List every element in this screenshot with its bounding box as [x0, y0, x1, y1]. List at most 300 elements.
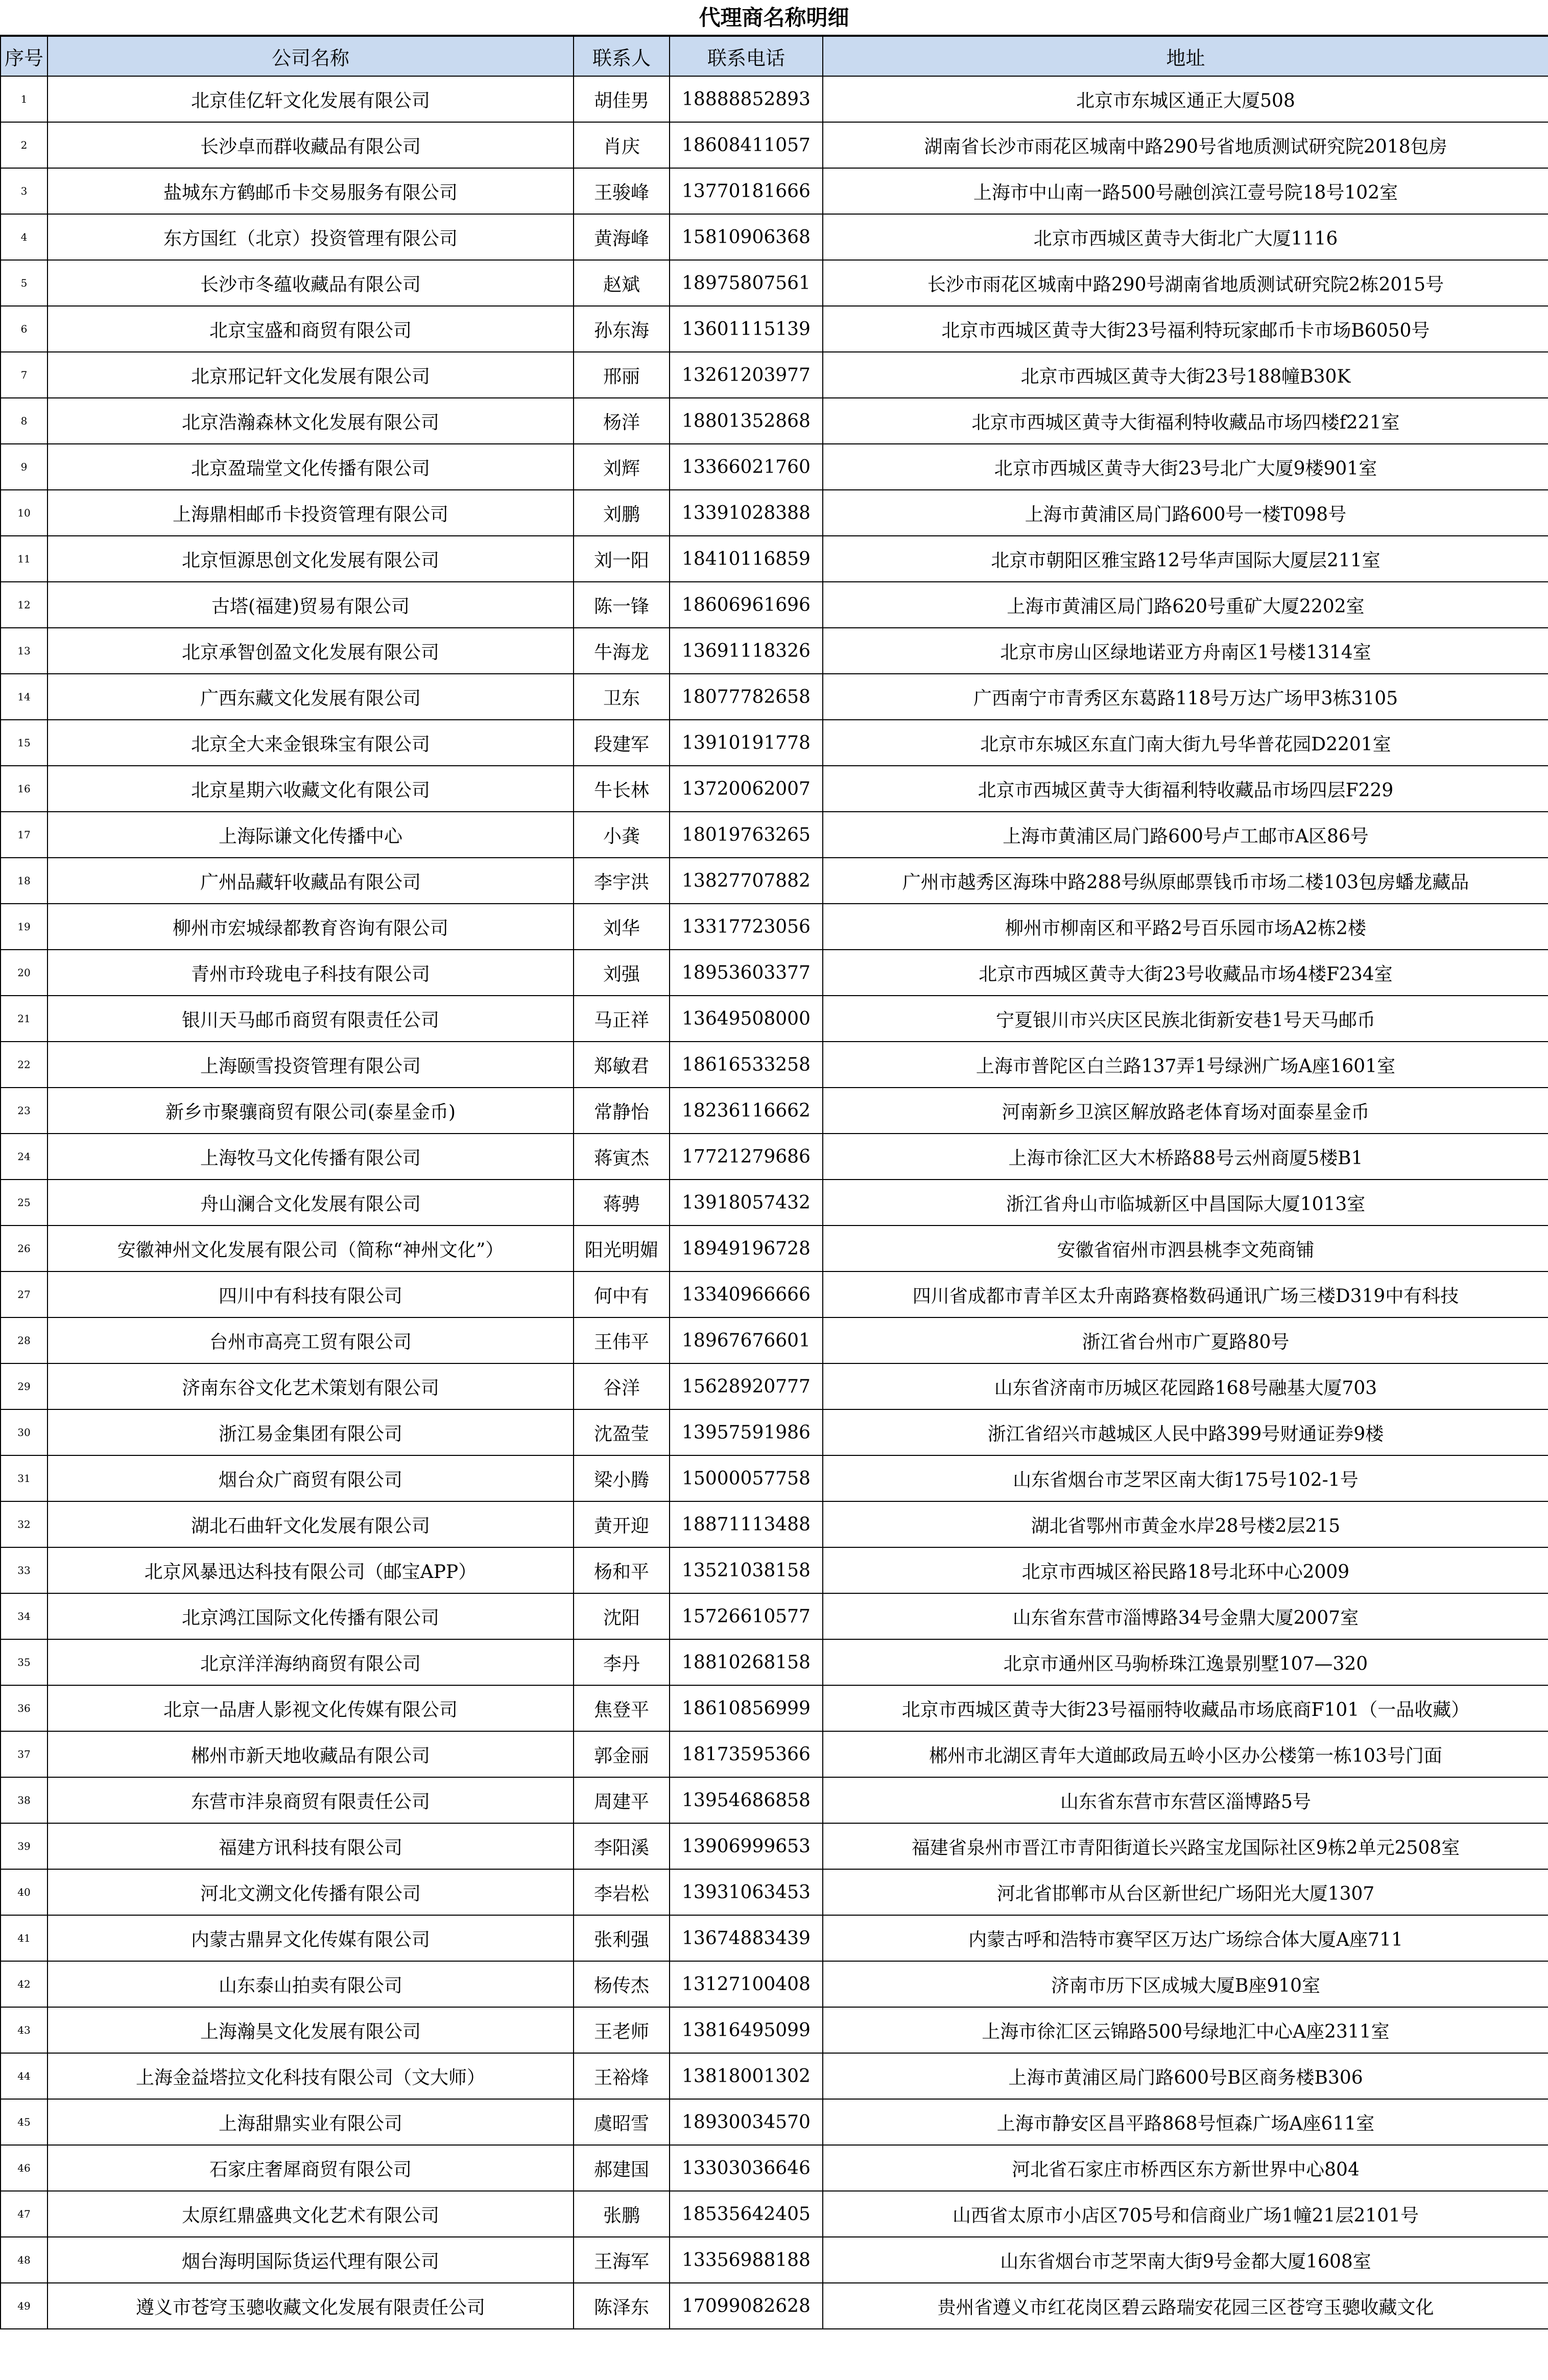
address-cell[interactable]: 北京市朝阳区雅宝路12号华声国际大厦层211室 — [823, 536, 1548, 582]
seq-cell[interactable]: 4 — [1, 214, 47, 260]
phone-cell[interactable]: 18975807561 — [670, 260, 823, 306]
company-cell[interactable]: 烟台众广商贸有限公司 — [47, 1455, 574, 1501]
contact-cell[interactable]: 刘鹏 — [574, 490, 670, 536]
table-row — [1, 1869, 1548, 1915]
seq-cell[interactable]: 16 — [1, 766, 47, 812]
address-cell[interactable]: 济南市历下区成城大厦B座910室 — [823, 1961, 1548, 2007]
company-cell[interactable]: 银川天马邮币商贸有限责任公司 — [47, 996, 574, 1042]
company-cell[interactable]: 河北文溯文化传播有限公司 — [47, 1869, 574, 1915]
phone-cell[interactable]: 18173595366 — [670, 1731, 823, 1777]
phone-cell[interactable]: 18616533258 — [670, 1042, 823, 1088]
contact-cell[interactable]: 沈盈莹 — [574, 1409, 670, 1455]
seq-cell[interactable]: 36 — [1, 1685, 47, 1731]
address-cell[interactable]: 上海市黄浦区局门路620号重矿大厦2202室 — [823, 582, 1548, 628]
contact-cell[interactable]: 王骏峰 — [574, 168, 670, 214]
table-row — [1, 1731, 1548, 1777]
phone-cell[interactable]: 13770181666 — [670, 168, 823, 214]
address-cell[interactable]: 上海市中山南一路500号融创滨江壹号院18号102室 — [823, 168, 1548, 214]
table-row — [1, 1180, 1548, 1226]
phone-cell[interactable]: 13691118326 — [670, 628, 823, 674]
company-cell[interactable]: 北京宝盛和商贸有限公司 — [47, 306, 574, 352]
address-cell[interactable]: 山东省济南市历城区花园路168号融基大厦703 — [823, 1363, 1548, 1409]
company-cell[interactable]: 福建方讯科技有限公司 — [47, 1823, 574, 1869]
company-cell[interactable]: 北京承智创盈文化发展有限公司 — [47, 628, 574, 674]
seq-cell[interactable]: 27 — [1, 1271, 47, 1317]
table-row — [1, 214, 1548, 260]
address-cell[interactable]: 上海市普陀区白兰路137弄1号绿洲广场A座1601室 — [823, 1042, 1548, 1088]
seq-cell[interactable]: 20 — [1, 950, 47, 996]
seq-cell[interactable]: 19 — [1, 904, 47, 950]
header-address: 地址 — [823, 36, 1548, 76]
address-cell[interactable]: 河北省石家庄市桥西区东方新世界中心804 — [823, 2145, 1548, 2191]
company-cell[interactable]: 青州市玲珑电子科技有限公司 — [47, 950, 574, 996]
company-cell[interactable]: 台州市高亮工贸有限公司 — [47, 1317, 574, 1363]
sheet-title: 代理商名称明细 — [0, 0, 1548, 36]
address-cell[interactable]: 河北省邯郸市从台区新世纪广场阳光大厦1307 — [823, 1869, 1548, 1915]
company-cell[interactable]: 舟山澜合文化发展有限公司 — [47, 1180, 574, 1226]
phone-cell[interactable]: 18930034570 — [670, 2099, 823, 2145]
table-row — [1, 490, 1548, 536]
company-cell[interactable]: 东方国红（北京）投资管理有限公司 — [47, 214, 574, 260]
contact-cell[interactable]: 李丹 — [574, 1639, 670, 1685]
address-cell[interactable]: 北京市东城区通正大厦508 — [823, 76, 1548, 122]
contact-cell[interactable]: 李岩松 — [574, 1869, 670, 1915]
company-cell[interactable]: 北京恒源思创文化发展有限公司 — [47, 536, 574, 582]
seq-cell[interactable]: 7 — [1, 352, 47, 398]
contact-cell[interactable]: 黄海峰 — [574, 214, 670, 260]
address-cell[interactable]: 北京市西城区裕民路18号北环中心2009 — [823, 1547, 1548, 1593]
contact-cell[interactable]: 蒋骋 — [574, 1180, 670, 1226]
phone-cell[interactable]: 13918057432 — [670, 1180, 823, 1226]
company-cell[interactable]: 北京盈瑞堂文化传播有限公司 — [47, 444, 574, 490]
seq-cell[interactable]: 12 — [1, 582, 47, 628]
table-row — [1, 2007, 1548, 2053]
phone-cell[interactable]: 13303036646 — [670, 2145, 823, 2191]
table-row — [1, 904, 1548, 950]
table-row — [1, 444, 1548, 490]
address-cell[interactable]: 浙江省舟山市临城新区中昌国际大厦1013室 — [823, 1180, 1548, 1226]
phone-cell[interactable]: 18410116859 — [670, 536, 823, 582]
phone-cell[interactable]: 18236116662 — [670, 1088, 823, 1134]
seq-cell[interactable]: 8 — [1, 398, 47, 444]
company-cell[interactable]: 广州品藏轩收藏品有限公司 — [47, 858, 574, 904]
table-row — [1, 1961, 1548, 2007]
table-row — [1, 582, 1548, 628]
contact-cell[interactable]: 王裕烽 — [574, 2053, 670, 2099]
table-row — [1, 1088, 1548, 1134]
phone-cell[interactable]: 13957591986 — [670, 1409, 823, 1455]
header-row — [1, 36, 1548, 76]
seq-cell[interactable]: 18 — [1, 858, 47, 904]
contact-cell[interactable]: 蒋寅杰 — [574, 1134, 670, 1180]
contact-cell[interactable]: 焦登平 — [574, 1685, 670, 1731]
agent-table — [0, 36, 1548, 2329]
seq-cell[interactable]: 10 — [1, 490, 47, 536]
contact-cell[interactable]: 邢丽 — [574, 352, 670, 398]
phone-cell[interactable]: 13649508000 — [670, 996, 823, 1042]
seq-cell[interactable]: 42 — [1, 1961, 47, 2007]
company-cell[interactable]: 上海牧马文化传播有限公司 — [47, 1134, 574, 1180]
phone-cell[interactable]: 18608411057 — [670, 122, 823, 168]
company-cell[interactable]: 北京全大来金银珠宝有限公司 — [47, 720, 574, 766]
phone-cell[interactable]: 15810906368 — [670, 214, 823, 260]
contact-cell[interactable]: 阳光明媚 — [574, 1226, 670, 1271]
seq-cell[interactable]: 34 — [1, 1593, 47, 1639]
company-cell[interactable]: 东营市沣泉商贸有限责任公司 — [47, 1777, 574, 1823]
seq-cell[interactable]: 40 — [1, 1869, 47, 1915]
contact-cell[interactable]: 郑敏君 — [574, 1042, 670, 1088]
address-cell[interactable]: 北京市通州区马驹桥珠江逸景别墅107—320 — [823, 1639, 1548, 1685]
company-cell[interactable]: 上海鼎相邮币卡投资管理有限公司 — [47, 490, 574, 536]
address-cell[interactable]: 宁夏银川市兴庆区民族北街新安巷1号天马邮币 — [823, 996, 1548, 1042]
address-cell[interactable]: 北京市西城区黄寺大街23号福丽特收藏品市场底商F101（一品收藏） — [823, 1685, 1548, 1731]
contact-cell[interactable]: 刘华 — [574, 904, 670, 950]
phone-cell[interactable]: 13931063453 — [670, 1869, 823, 1915]
phone-cell[interactable]: 18953603377 — [670, 950, 823, 996]
address-cell[interactable]: 北京市西城区黄寺大街23号188幢B30K — [823, 352, 1548, 398]
seq-cell[interactable]: 29 — [1, 1363, 47, 1409]
table-row — [1, 1042, 1548, 1088]
contact-cell[interactable]: 孙东海 — [574, 306, 670, 352]
table-row — [1, 720, 1548, 766]
phone-cell[interactable]: 15628920777 — [670, 1363, 823, 1409]
phone-cell[interactable]: 15726610577 — [670, 1593, 823, 1639]
company-cell[interactable]: 长沙市冬蕴收藏品有限公司 — [47, 260, 574, 306]
phone-cell[interactable]: 13906999653 — [670, 1823, 823, 1869]
phone-cell[interactable]: 17721279686 — [670, 1134, 823, 1180]
table-row — [1, 398, 1548, 444]
phone-cell[interactable]: 13317723056 — [670, 904, 823, 950]
contact-cell[interactable]: 小龚 — [574, 812, 670, 858]
table-row — [1, 812, 1548, 858]
address-cell[interactable]: 安徽省宿州市泗县桃李文苑商铺 — [823, 1226, 1548, 1271]
contact-cell[interactable]: 牛海龙 — [574, 628, 670, 674]
company-cell[interactable]: 上海颐雪投资管理有限公司 — [47, 1042, 574, 1088]
contact-cell[interactable]: 刘辉 — [574, 444, 670, 490]
company-cell[interactable]: 北京一品唐人影视文化传媒有限公司 — [47, 1685, 574, 1731]
seq-cell[interactable]: 6 — [1, 306, 47, 352]
contact-cell[interactable]: 杨传杰 — [574, 1961, 670, 2007]
address-cell[interactable]: 山东省烟台市芝罘区南大街175号102-1号 — [823, 1455, 1548, 1501]
address-cell[interactable]: 内蒙古呼和浩特市赛罕区万达广场综合体大厦A座711 — [823, 1915, 1548, 1961]
address-cell[interactable]: 浙江省台州市广夏路80号 — [823, 1317, 1548, 1363]
seq-cell[interactable]: 17 — [1, 812, 47, 858]
phone-cell[interactable]: 18949196728 — [670, 1226, 823, 1271]
table-row — [1, 1455, 1548, 1501]
table-row — [1, 2053, 1548, 2099]
table-row — [1, 2283, 1548, 2329]
address-cell[interactable]: 北京市房山区绿地诺亚方舟南区1号楼1314室 — [823, 628, 1548, 674]
address-cell[interactable]: 北京市西城区黄寺大街福利特收藏品市场四层F229 — [823, 766, 1548, 812]
company-cell[interactable]: 盐城东方鹤邮币卡交易服务有限公司 — [47, 168, 574, 214]
seq-cell[interactable]: 2 — [1, 122, 47, 168]
seq-cell[interactable]: 35 — [1, 1639, 47, 1685]
contact-cell[interactable]: 张利强 — [574, 1915, 670, 1961]
company-cell[interactable]: 新乡市聚骧商贸有限公司(泰星金币) — [47, 1088, 574, 1134]
seq-cell[interactable]: 46 — [1, 2145, 47, 2191]
address-cell[interactable]: 郴州市北湖区青年大道邮政局五岭小区办公楼第一栋103号门面 — [823, 1731, 1548, 1777]
table-row — [1, 536, 1548, 582]
address-cell[interactable]: 北京市西城区黄寺大街福利特收藏品市场四楼f221室 — [823, 398, 1548, 444]
contact-cell[interactable]: 段建军 — [574, 720, 670, 766]
contact-cell[interactable]: 何中有 — [574, 1271, 670, 1317]
seq-cell[interactable]: 38 — [1, 1777, 47, 1823]
company-cell[interactable]: 山东泰山拍卖有限公司 — [47, 1961, 574, 2007]
contact-cell[interactable]: 王老师 — [574, 2007, 670, 2053]
company-cell[interactable]: 上海金益塔拉文化科技有限公司（文大师） — [47, 2053, 574, 2099]
seq-cell[interactable]: 37 — [1, 1731, 47, 1777]
address-cell[interactable]: 四川省成都市青羊区太升南路赛格数码通讯广场三楼D319中有科技 — [823, 1271, 1548, 1317]
address-cell[interactable]: 广西南宁市青秀区东葛路118号万达广场甲3栋3105 — [823, 674, 1548, 720]
contact-cell[interactable]: 陈一锋 — [574, 582, 670, 628]
seq-cell[interactable]: 13 — [1, 628, 47, 674]
phone-cell[interactable]: 18888852893 — [670, 76, 823, 122]
address-cell[interactable]: 北京市西城区黄寺大街23号福利特玩家邮币卡市场B6050号 — [823, 306, 1548, 352]
phone-cell[interactable]: 18871113488 — [670, 1501, 823, 1547]
phone-cell[interactable]: 13366021760 — [670, 444, 823, 490]
company-cell[interactable]: 内蒙古鼎昇文化传媒有限公司 — [47, 1915, 574, 1961]
table-row — [1, 1547, 1548, 1593]
phone-cell[interactable]: 18967676601 — [670, 1317, 823, 1363]
table-row — [1, 1226, 1548, 1271]
table-row — [1, 950, 1548, 996]
address-cell[interactable]: 北京市西城区黄寺大街23号收藏品市场4楼F234室 — [823, 950, 1548, 996]
table-row — [1, 1409, 1548, 1455]
address-cell[interactable]: 北京市西城区黄寺大街北广大厦1116 — [823, 214, 1548, 260]
table-row — [1, 1823, 1548, 1869]
seq-cell[interactable]: 32 — [1, 1501, 47, 1547]
table-row — [1, 76, 1548, 122]
seq-cell[interactable]: 25 — [1, 1180, 47, 1226]
company-cell[interactable]: 柳州市宏城绿都教育咨询有限公司 — [47, 904, 574, 950]
contact-cell[interactable]: 常静怡 — [574, 1088, 670, 1134]
address-cell[interactable]: 上海市静安区昌平路868号恒森广场A座611室 — [823, 2099, 1548, 2145]
phone-cell[interactable]: 18610856999 — [670, 1685, 823, 1731]
address-cell[interactable]: 湖南省长沙市雨花区城南中路290号省地质测试研究院2018包房 — [823, 122, 1548, 168]
contact-cell[interactable]: 马正祥 — [574, 996, 670, 1042]
seq-cell[interactable]: 43 — [1, 2007, 47, 2053]
contact-cell[interactable]: 李阳溪 — [574, 1823, 670, 1869]
phone-cell[interactable]: 13521038158 — [670, 1547, 823, 1593]
contact-cell[interactable]: 刘强 — [574, 950, 670, 996]
contact-cell[interactable]: 肖庆 — [574, 122, 670, 168]
contact-cell[interactable]: 李宇洪 — [574, 858, 670, 904]
phone-cell[interactable]: 13356988188 — [670, 2237, 823, 2283]
phone-cell[interactable]: 13818001302 — [670, 2053, 823, 2099]
seq-cell[interactable]: 41 — [1, 1915, 47, 1961]
company-cell[interactable]: 北京鸿江国际文化传播有限公司 — [47, 1593, 574, 1639]
seq-cell[interactable]: 30 — [1, 1409, 47, 1455]
company-cell[interactable]: 郴州市新天地收藏品有限公司 — [47, 1731, 574, 1777]
table-row — [1, 1777, 1548, 1823]
header-seq: 序号 — [1, 36, 47, 76]
seq-cell[interactable]: 33 — [1, 1547, 47, 1593]
contact-cell[interactable]: 张鹏 — [574, 2191, 670, 2237]
company-cell[interactable]: 遵义市苍穹玉骢收藏文化发展有限责任公司 — [47, 2283, 574, 2329]
company-cell[interactable]: 上海瀚昊文化发展有限公司 — [47, 2007, 574, 2053]
company-cell[interactable]: 北京佳亿轩文化发展有限公司 — [47, 76, 574, 122]
header-contact: 联系人 — [574, 36, 670, 76]
phone-cell[interactable]: 13261203977 — [670, 352, 823, 398]
seq-cell[interactable]: 21 — [1, 996, 47, 1042]
table-row — [1, 1271, 1548, 1317]
contact-cell[interactable]: 虞昭雪 — [574, 2099, 670, 2145]
address-cell[interactable]: 北京市西城区黄寺大街23号北广大厦9楼901室 — [823, 444, 1548, 490]
company-cell[interactable]: 石家庄奢犀商贸有限公司 — [47, 2145, 574, 2191]
contact-cell[interactable]: 谷洋 — [574, 1363, 670, 1409]
address-cell[interactable]: 上海市徐汇区大木桥路88号云州商厦5楼B1 — [823, 1134, 1548, 1180]
address-cell[interactable]: 山东省东营市东营区淄博路5号 — [823, 1777, 1548, 1823]
address-cell[interactable]: 山东省烟台市芝罘南大街9号金都大厦1608室 — [823, 2237, 1548, 2283]
seq-cell[interactable]: 31 — [1, 1455, 47, 1501]
table-row — [1, 2099, 1548, 2145]
contact-cell[interactable]: 郭金丽 — [574, 1731, 670, 1777]
company-cell[interactable]: 古塔(福建)贸易有限公司 — [47, 582, 574, 628]
address-cell[interactable]: 河南新乡卫滨区解放路老体育场对面泰星金币 — [823, 1088, 1548, 1134]
header-phone: 联系电话 — [670, 36, 823, 76]
address-cell[interactable]: 浙江省绍兴市越城区人民中路399号财通证券9楼 — [823, 1409, 1548, 1455]
phone-cell[interactable]: 18801352868 — [670, 398, 823, 444]
phone-cell[interactable]: 13816495099 — [670, 2007, 823, 2053]
seq-cell[interactable]: 22 — [1, 1042, 47, 1088]
phone-cell[interactable]: 13340966666 — [670, 1271, 823, 1317]
address-cell[interactable]: 长沙市雨花区城南中路290号湖南省地质测试研究院2栋2015号 — [823, 260, 1548, 306]
company-cell[interactable]: 四川中有科技有限公司 — [47, 1271, 574, 1317]
contact-cell[interactable]: 刘一阳 — [574, 536, 670, 582]
seq-cell[interactable]: 28 — [1, 1317, 47, 1363]
company-cell[interactable]: 上海际谦文化传播中心 — [47, 812, 574, 858]
company-cell[interactable]: 上海甜鼎实业有限公司 — [47, 2099, 574, 2145]
table-row — [1, 858, 1548, 904]
phone-cell[interactable]: 18606961696 — [670, 582, 823, 628]
contact-cell[interactable]: 赵斌 — [574, 260, 670, 306]
address-cell[interactable]: 北京市东城区东直门南大街九号华普花园D2201室 — [823, 720, 1548, 766]
company-cell[interactable]: 济南东谷文化艺术策划有限公司 — [47, 1363, 574, 1409]
company-cell[interactable]: 太原红鼎盛典文化艺术有限公司 — [47, 2191, 574, 2237]
contact-cell[interactable]: 黄开迎 — [574, 1501, 670, 1547]
phone-cell[interactable]: 13674883439 — [670, 1915, 823, 1961]
address-cell[interactable]: 上海市黄浦区局门路600号卢工邮市A区86号 — [823, 812, 1548, 858]
seq-cell[interactable]: 26 — [1, 1226, 47, 1271]
contact-cell[interactable]: 杨和平 — [574, 1547, 670, 1593]
company-cell[interactable]: 湖北石曲轩文化发展有限公司 — [47, 1501, 574, 1547]
seq-cell[interactable]: 9 — [1, 444, 47, 490]
contact-cell[interactable]: 陈泽东 — [574, 2283, 670, 2329]
company-cell[interactable]: 长沙卓而群收藏品有限公司 — [47, 122, 574, 168]
phone-cell[interactable]: 18077782658 — [670, 674, 823, 720]
table-row — [1, 2237, 1548, 2283]
address-cell[interactable]: 上海市徐汇区云锦路500号绿地汇中心A座2311室 — [823, 2007, 1548, 2053]
address-cell[interactable]: 广州市越秀区海珠中路288号纵原邮票钱币市场二楼103包房蟠龙藏品 — [823, 858, 1548, 904]
contact-cell[interactable]: 梁小腾 — [574, 1455, 670, 1501]
header-company: 公司名称 — [47, 36, 574, 76]
table-row — [1, 352, 1548, 398]
contact-cell[interactable]: 王海军 — [574, 2237, 670, 2283]
table-row — [1, 628, 1548, 674]
phone-cell[interactable]: 15000057758 — [670, 1455, 823, 1501]
phone-cell[interactable]: 18019763265 — [670, 812, 823, 858]
contact-cell[interactable]: 王伟平 — [574, 1317, 670, 1363]
seq-cell[interactable]: 23 — [1, 1088, 47, 1134]
phone-cell[interactable]: 17099082628 — [670, 2283, 823, 2329]
phone-cell[interactable]: 18810268158 — [670, 1639, 823, 1685]
seq-cell[interactable]: 1 — [1, 76, 47, 122]
company-cell[interactable]: 浙江易金集团有限公司 — [47, 1409, 574, 1455]
phone-cell[interactable]: 13127100408 — [670, 1961, 823, 2007]
address-cell[interactable]: 上海市黄浦区局门路600号B区商务楼B306 — [823, 2053, 1548, 2099]
contact-cell[interactable]: 卫东 — [574, 674, 670, 720]
company-cell[interactable]: 北京浩瀚森林文化发展有限公司 — [47, 398, 574, 444]
address-cell[interactable]: 山东省东营市淄博路34号金鼎大厦2007室 — [823, 1593, 1548, 1639]
phone-cell[interactable]: 18535642405 — [670, 2191, 823, 2237]
table-row — [1, 260, 1548, 306]
company-cell[interactable]: 北京星期六收藏文化有限公司 — [47, 766, 574, 812]
table-row — [1, 1317, 1548, 1363]
company-cell[interactable]: 北京风暴迅达科技有限公司（邮宝APP） — [47, 1547, 574, 1593]
address-cell[interactable]: 福建省泉州市晋江市青阳街道长兴路宝龙国际社区9栋2单元2508室 — [823, 1823, 1548, 1869]
table-row — [1, 1134, 1548, 1180]
phone-cell[interactable]: 13601115139 — [670, 306, 823, 352]
contact-cell[interactable]: 胡佳男 — [574, 76, 670, 122]
table-row — [1, 1593, 1548, 1639]
company-cell[interactable]: 北京洋洋海纳商贸有限公司 — [47, 1639, 574, 1685]
contact-cell[interactable]: 沈阳 — [574, 1593, 670, 1639]
address-cell[interactable]: 上海市黄浦区局门路600号一楼T098号 — [823, 490, 1548, 536]
seq-cell[interactable]: 39 — [1, 1823, 47, 1869]
table-row — [1, 766, 1548, 812]
address-cell[interactable]: 柳州市柳南区和平路2号百乐园市场A2栋2楼 — [823, 904, 1548, 950]
table-row — [1, 1363, 1548, 1409]
seq-cell[interactable]: 14 — [1, 674, 47, 720]
seq-cell[interactable]: 3 — [1, 168, 47, 214]
table-row — [1, 306, 1548, 352]
seq-cell[interactable]: 5 — [1, 260, 47, 306]
company-cell[interactable]: 广西东藏文化发展有限公司 — [47, 674, 574, 720]
address-cell[interactable]: 山西省太原市小店区705号和信商业广场1幢21层2101号 — [823, 2191, 1548, 2237]
contact-cell[interactable]: 杨洋 — [574, 398, 670, 444]
address-cell[interactable]: 贵州省遵义市红花岗区碧云路瑞安花园三区苍穹玉骢收藏文化 — [823, 2283, 1548, 2329]
table-row — [1, 168, 1548, 214]
seq-cell[interactable]: 45 — [1, 2099, 47, 2145]
seq-cell[interactable]: 11 — [1, 536, 47, 582]
phone-cell[interactable]: 13954686858 — [670, 1777, 823, 1823]
seq-cell[interactable]: 47 — [1, 2191, 47, 2237]
phone-cell[interactable]: 13720062007 — [670, 766, 823, 812]
seq-cell[interactable]: 48 — [1, 2237, 47, 2283]
phone-cell[interactable]: 13827707882 — [670, 858, 823, 904]
phone-cell[interactable]: 13391028388 — [670, 490, 823, 536]
table-row — [1, 2145, 1548, 2191]
contact-cell[interactable]: 郝建国 — [574, 2145, 670, 2191]
table-row — [1, 122, 1548, 168]
company-cell[interactable]: 烟台海明国际货运代理有限公司 — [47, 2237, 574, 2283]
table-row — [1, 1639, 1548, 1685]
table-row — [1, 1685, 1548, 1731]
table-row — [1, 1501, 1548, 1547]
seq-cell[interactable]: 44 — [1, 2053, 47, 2099]
seq-cell[interactable]: 49 — [1, 2283, 47, 2329]
company-cell[interactable]: 北京邢记轩文化发展有限公司 — [47, 352, 574, 398]
address-cell[interactable]: 湖北省鄂州市黄金水岸28号楼2层215 — [823, 1501, 1548, 1547]
seq-cell[interactable]: 24 — [1, 1134, 47, 1180]
company-cell[interactable]: 安徽神州文化发展有限公司（简称“神州文化”） — [47, 1226, 574, 1271]
seq-cell[interactable]: 15 — [1, 720, 47, 766]
contact-cell[interactable]: 周建平 — [574, 1777, 670, 1823]
contact-cell[interactable]: 牛长林 — [574, 766, 670, 812]
table-row — [1, 674, 1548, 720]
phone-cell[interactable]: 13910191778 — [670, 720, 823, 766]
table-row — [1, 1915, 1548, 1961]
